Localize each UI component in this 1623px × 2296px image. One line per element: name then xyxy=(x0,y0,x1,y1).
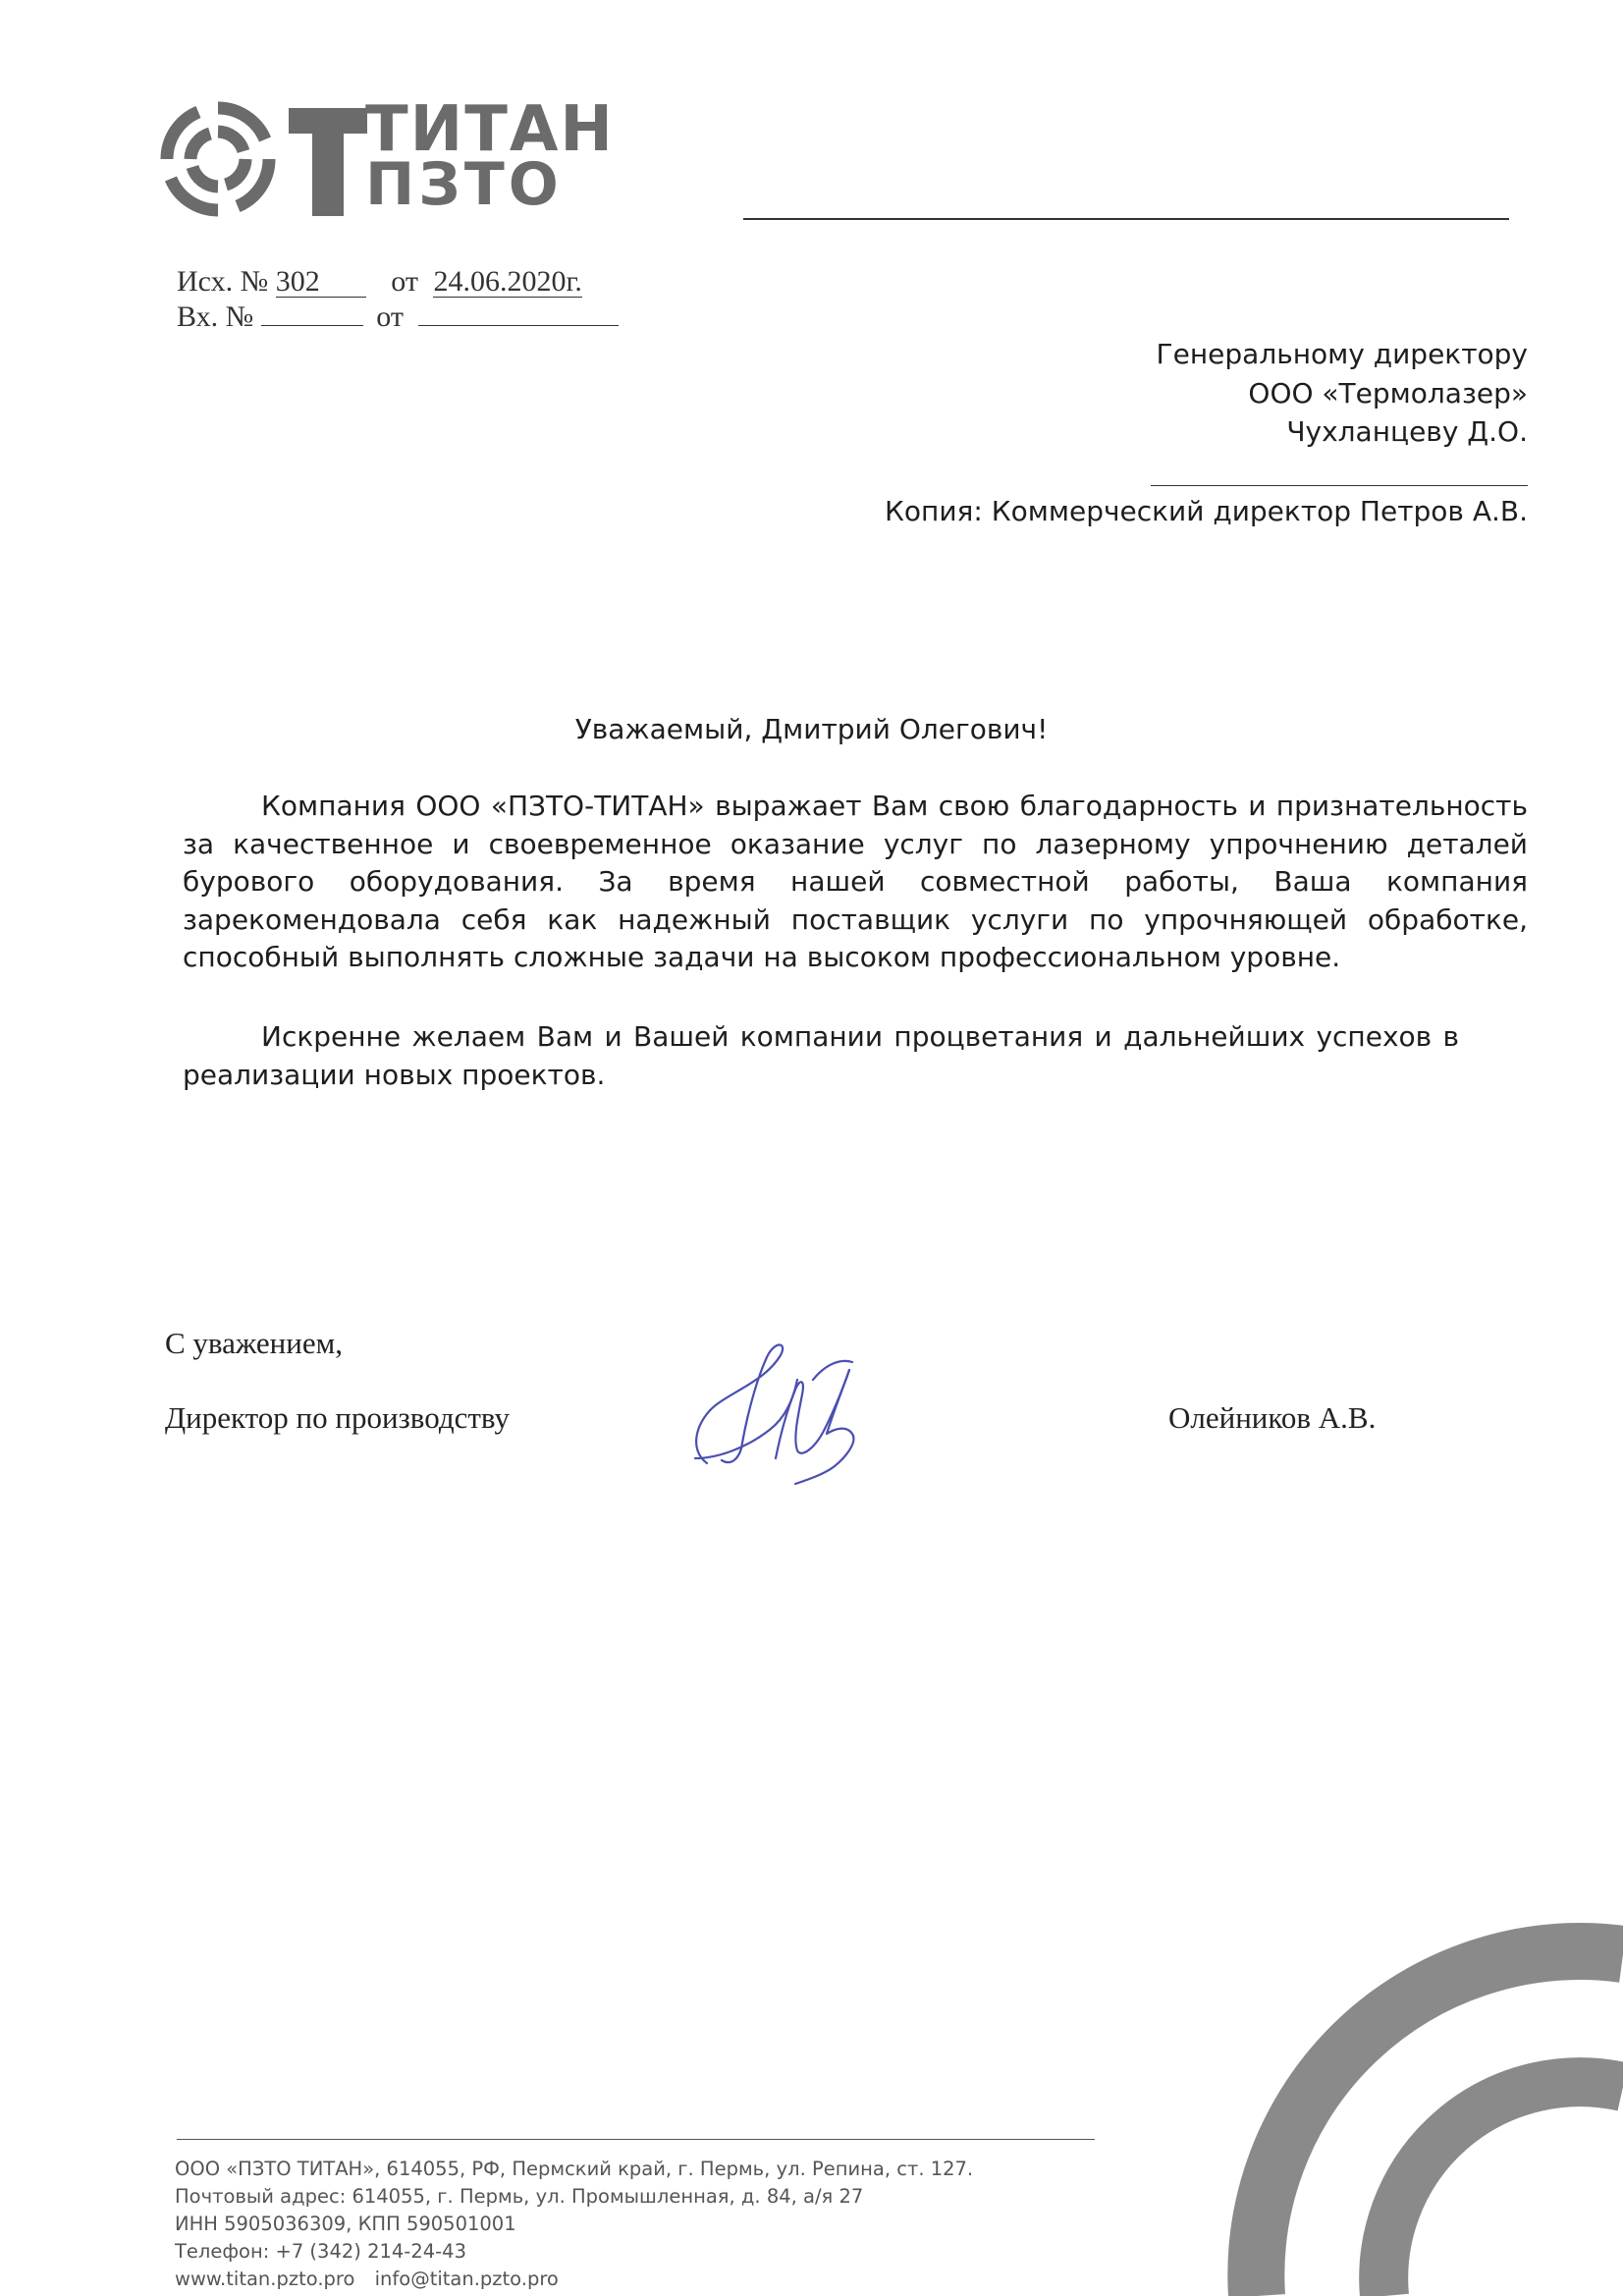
outgoing-number: 302 xyxy=(276,267,366,298)
incoming-from-label: от xyxy=(376,301,404,333)
letter-greeting: Уважаемый, Дмитрий Олегович! xyxy=(574,713,1049,745)
addressee-divider xyxy=(1151,485,1528,486)
logo-word-pzto: ПЗТО xyxy=(365,150,563,219)
addressee-line-1: Генеральному директору xyxy=(1156,338,1528,370)
incoming-number xyxy=(261,325,363,326)
logo-t-letter-icon xyxy=(289,108,367,216)
incoming-reference xyxy=(177,301,619,334)
copy-recipient: Копия: Коммерческий директор Петров А.В. xyxy=(885,495,1528,527)
handwritten-signature-icon xyxy=(677,1311,903,1488)
footer-divider xyxy=(177,2139,1095,2140)
header-divider xyxy=(743,218,1509,220)
letter-paragraph-1: Компания ООО «ПЗТО-ТИТАН» выражает Вам свою благодарность и признательность за качественное и своевременное оказание услуг по лазерному упрочнению деталей бурового оборудования. За время нашей совместной работы, Ваша компания зарекомендовала себя как надежный поставщик услуги по упрочняющей обработке, способный выполнять сложные задачи на высоком профессиональном уровне. xyxy=(183,790,1528,973)
footer-tax-ids: ИНН 5905036309, КПП 590501001 xyxy=(175,2213,516,2235)
incoming-label: Вх. № xyxy=(177,301,254,333)
footer-email-link[interactable]: info@titan.pzto.pro xyxy=(374,2268,559,2290)
incoming-date xyxy=(418,325,619,326)
logo-word-titan: ТИТАН xyxy=(365,93,615,166)
footer-postal-address: Почтовый адрес: 614055, г. Пермь, ул. Промышленная, д. 84, а/я 27 xyxy=(175,2185,864,2208)
signer-position: Директор по производству xyxy=(165,1400,510,1435)
outgoing-date: 24.06.2020г. xyxy=(433,265,582,298)
footer-website-link[interactable]: www.titan.pzto.pro xyxy=(175,2268,355,2290)
outgoing-reference xyxy=(177,265,582,299)
letter-paragraph-2: Искренне желаем Вам и Вашей компании процветания и дальнейших успехов в реализации новых проектов. xyxy=(183,1020,1459,1091)
addressee-line-2: ООО «Термолазер» xyxy=(1248,377,1528,410)
addressee-line-3: Чухланцеву Д.О. xyxy=(1286,415,1528,448)
footer-legal-address: ООО «ПЗТО ТИТАН», 614055, РФ, Пермский край, г. Пермь, ул. Репина, ст. 127. xyxy=(175,2158,974,2180)
decorative-logo-arc-icon xyxy=(1217,1915,1623,2296)
closing-regards: С уважением, xyxy=(165,1326,343,1360)
footer-phone: Телефон: +7 (342) 214-24-43 xyxy=(175,2240,466,2263)
signer-name: Олейников А.В. xyxy=(1168,1400,1377,1435)
footer-web-contacts xyxy=(175,2268,559,2290)
outgoing-label: Исх. № xyxy=(177,265,269,298)
company-logo-icon xyxy=(155,96,281,222)
outgoing-from-label: от xyxy=(391,265,418,298)
